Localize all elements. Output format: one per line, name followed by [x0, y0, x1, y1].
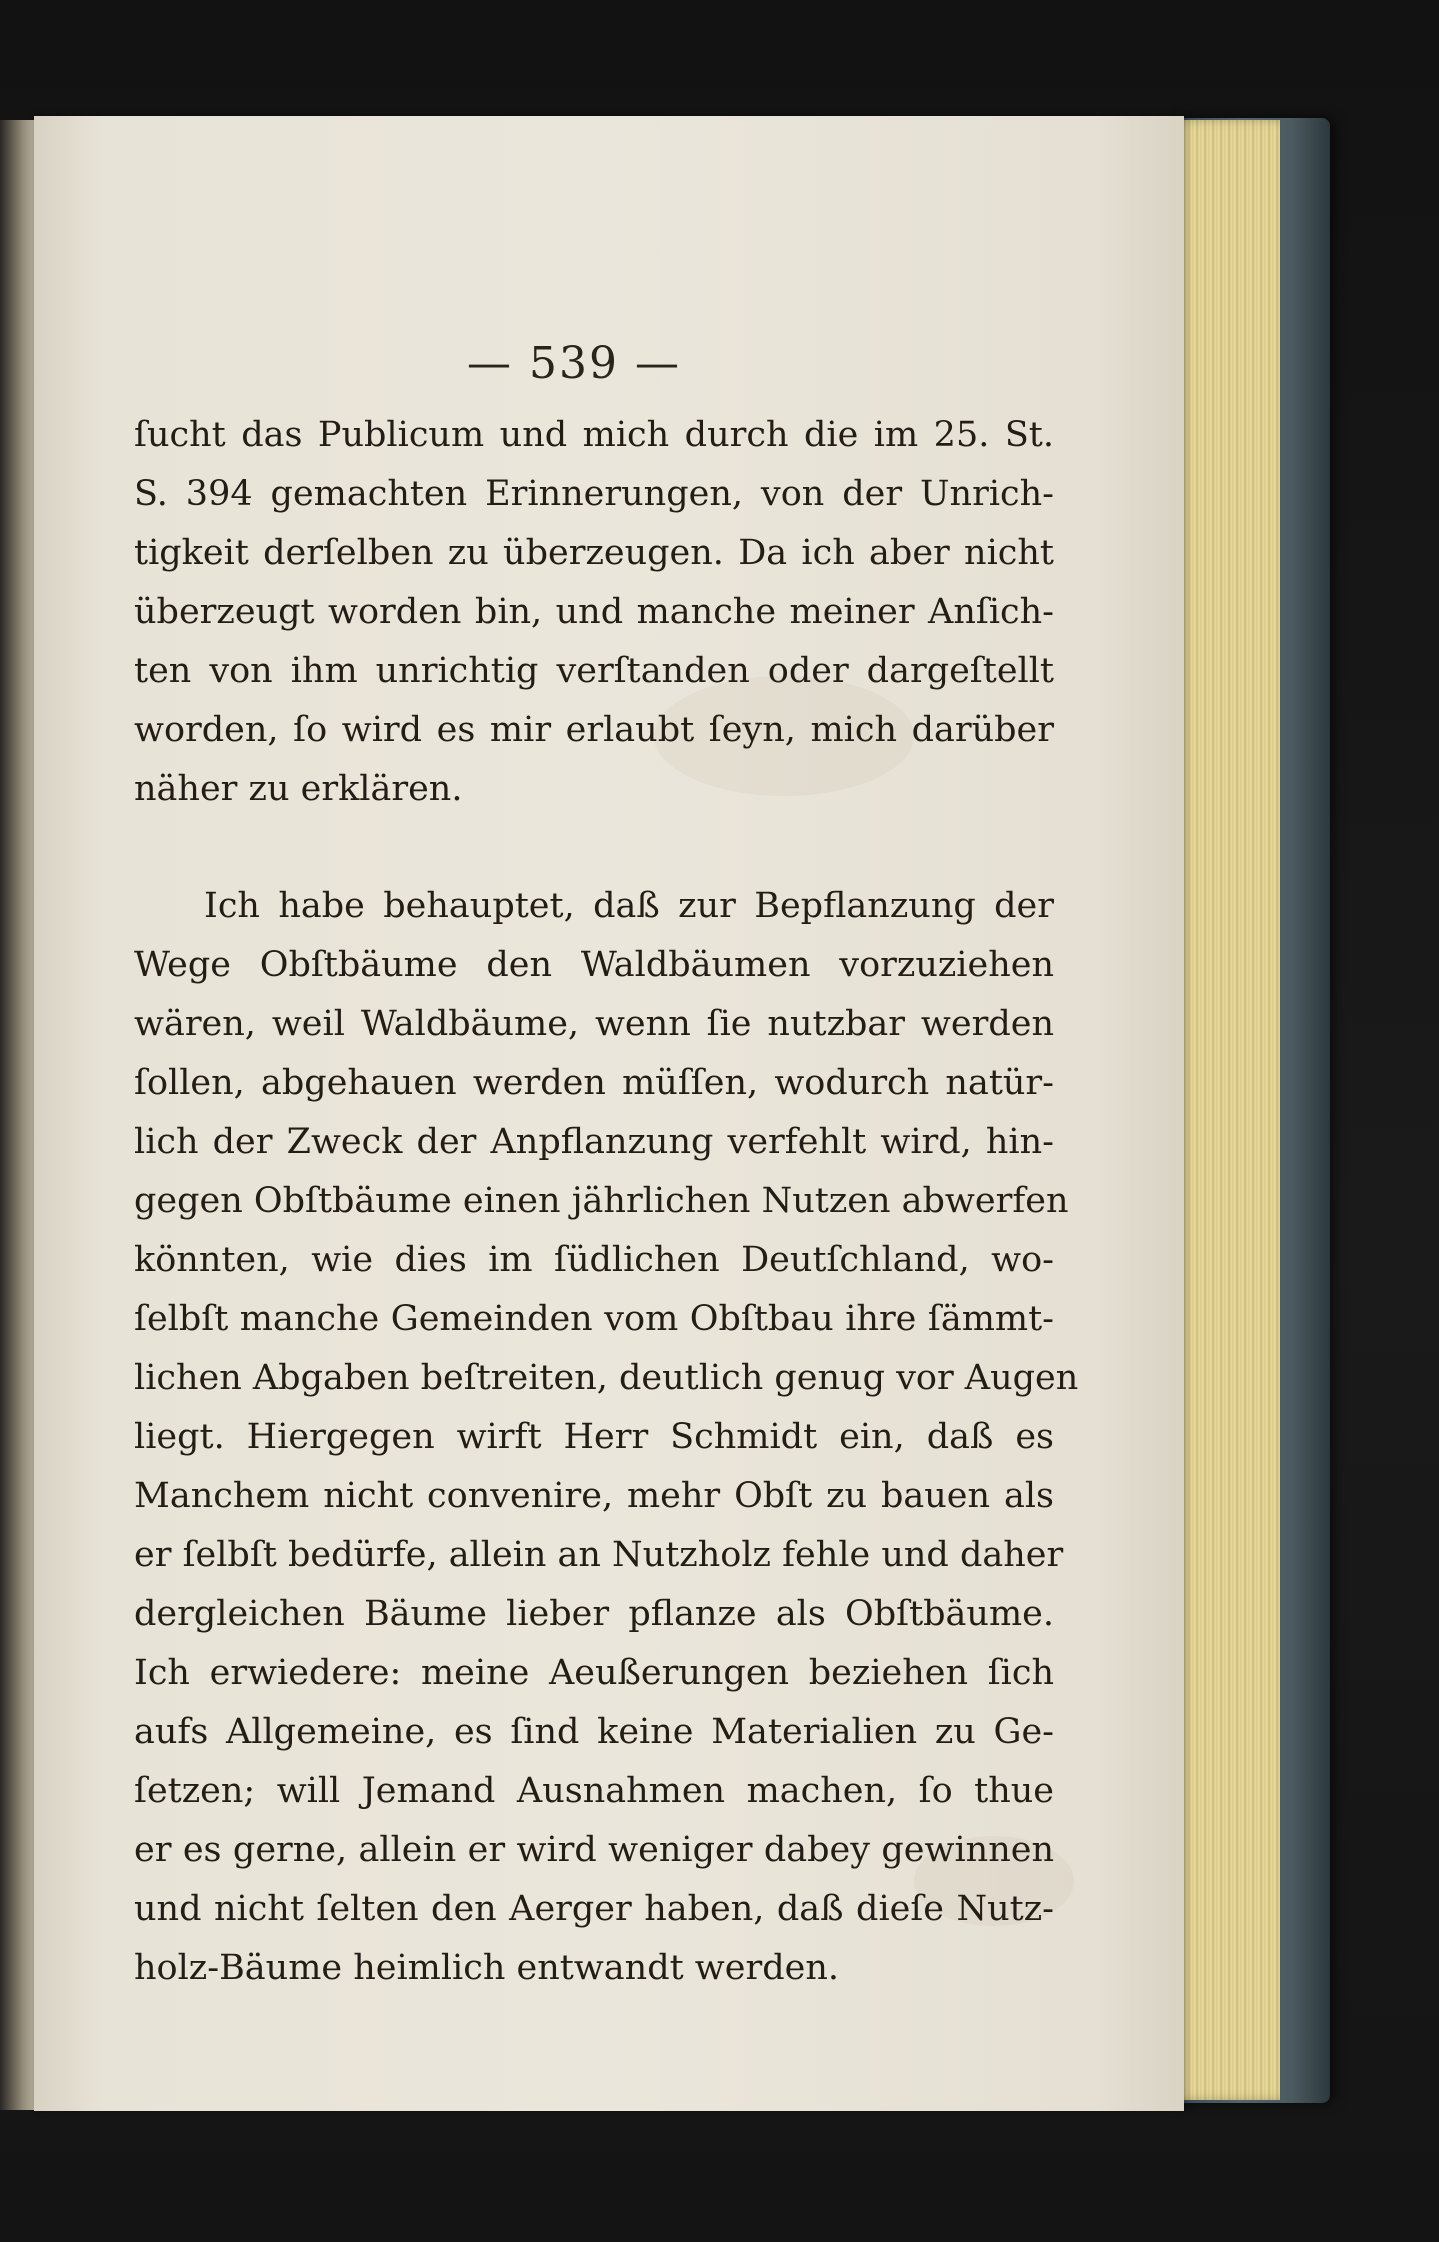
text-line: Manchem nicht convenire, mehr Obſt zu bauen als [134, 1476, 1054, 1516]
text-line: ten von ihm unrichtig verſtanden oder dargeſtellt [134, 651, 1054, 691]
text-line: lichen Abgaben beſtreiten, deutlich genug vor Augen [134, 1358, 1079, 1398]
paragraph-gap [134, 819, 1054, 877]
text-line: S. 394 gemachten Erinnerungen, von der Unrich- [134, 474, 1054, 514]
text-line: und nicht ſelten den Aerger haben, daß dieſe Nutz- [134, 1889, 1054, 1929]
text-line: ſelbſt manche Gemeinden vom Obſtbau ihre ſämmt- [134, 1299, 1054, 1339]
text-line: gegen Obſtbäume einen jährlichen Nutzen abwerfen [134, 1181, 1069, 1221]
text-line: aufs Allgemeine, es ſind keine Materialien zu Ge- [134, 1712, 1054, 1752]
text-line: überzeugt worden bin, und manche meiner Anſich- [134, 592, 1054, 632]
body-text [134, 406, 1079, 1998]
text-line: worden, ſo wird es mir erlaubt ſeyn, mich darüber [134, 710, 1054, 750]
text-line: lich der Zweck der Anpflanzung verfehlt wird, hin- [134, 1122, 1054, 1162]
book-page [34, 116, 1184, 2111]
text-line: er es gerne, allein er wird weniger dabey gewinnen [134, 1830, 1054, 1870]
text-line: näher zu erklären. [134, 769, 463, 809]
text-line: tigkeit derſelben zu überzeugen. Da ich aber nicht [134, 533, 1054, 573]
text-line: ſucht das Publicum und mich durch die im 25. St. [134, 415, 1054, 455]
text-line: Ich habe behauptet, daß zur Bepflanzung der [204, 886, 1054, 926]
text-line: holz-Bäume heimlich entwandt werden. [134, 1948, 839, 1988]
text-line: könnten, wie dies im ſüdlichen Deutſchland, wo- [134, 1240, 1054, 1280]
text-line: ſollen, abgehauen werden müſſen, wodurch natür- [134, 1063, 1054, 1103]
text-line: wären, weil Waldbäume, wenn ſie nutzbar werden [134, 1004, 1054, 1044]
text-line: Wege Obſtbäume den Waldbäumen vorzuziehen [134, 945, 1054, 985]
text-line: er ſelbſt bedürfe, allein an Nutzholz fehle und daher [134, 1535, 1064, 1575]
text-line: liegt. Hiergegen wirft Herr Schmidt ein, daß es [134, 1417, 1054, 1457]
text-line: ſetzen; will Jemand Ausnahmen machen, ſo thue [134, 1771, 1054, 1811]
text-line: dergleichen Bäume lieber pflanze als Obſtbäume. [134, 1594, 1054, 1634]
page-number: — 539 — [467, 338, 681, 389]
text-line: Ich erwiedere: meine Aeußerungen beziehen ſich [134, 1653, 1054, 1693]
page-block-edge [1168, 120, 1280, 2100]
